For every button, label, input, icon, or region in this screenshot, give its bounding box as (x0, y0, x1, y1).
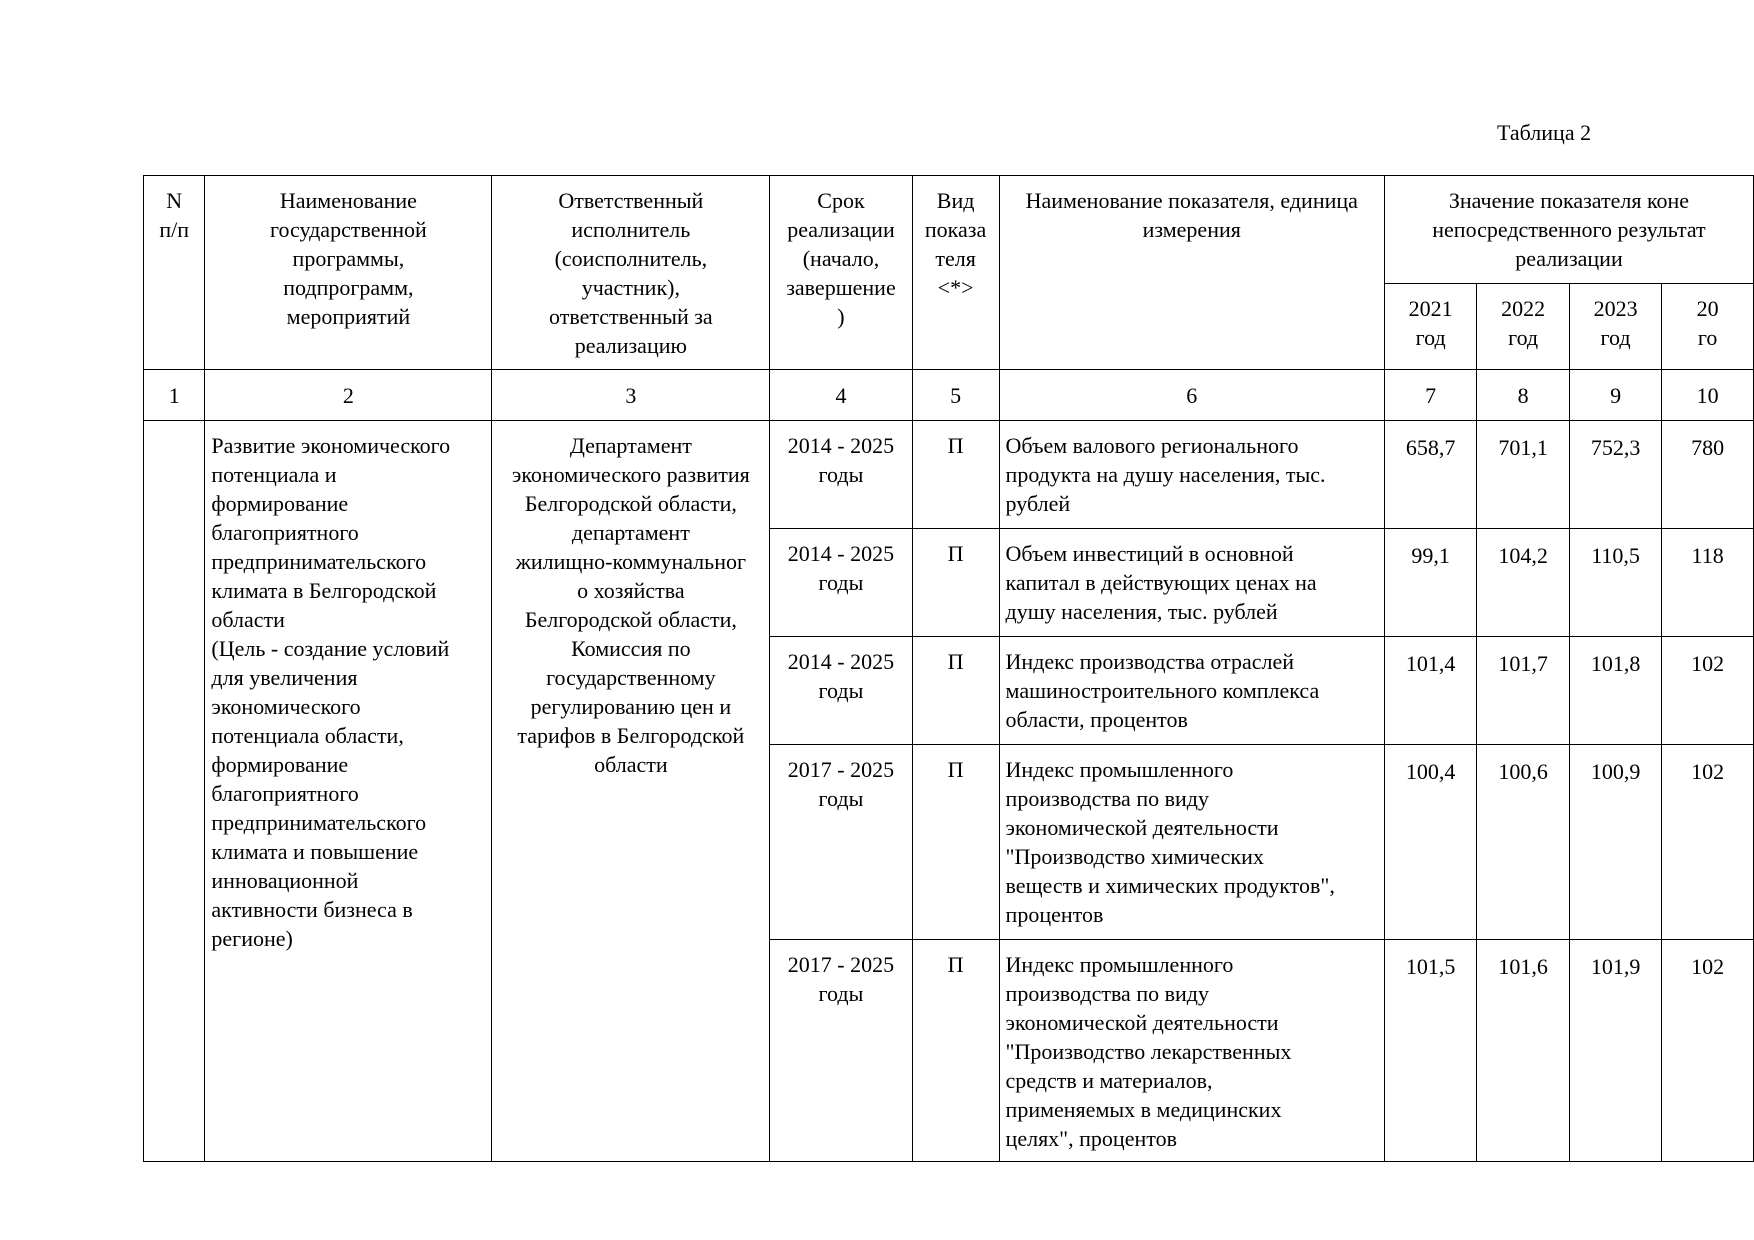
header-year: 2022 год (1477, 284, 1569, 370)
value-2021-cell: 99,1 (1384, 529, 1476, 637)
header-indicator-name: Наименование показателя, единица измерения (999, 176, 1384, 370)
column-number: 8 (1477, 370, 1569, 421)
indicator-name-cell: Объем валового регионального продукта на душу населения, тыс. рублей (999, 421, 1384, 529)
period-cell: 2017 - 2025 годы (770, 940, 912, 1162)
header-number: N п/п (144, 176, 205, 370)
header-year: 20 го (1662, 284, 1754, 370)
indicator-name-cell: Индекс промышленного производства по виду экономической деятельности "Производство лекарственных средств и материалов, применяемых в медицинских целях", процентов (999, 940, 1384, 1162)
indicator-table (143, 175, 1754, 1162)
indicator-type-cell: П (912, 637, 999, 745)
column-numbers-row (144, 370, 1754, 421)
value-2023-cell: 752,3 (1569, 421, 1661, 529)
value-2024-cell: 102 (1662, 637, 1754, 745)
table-caption: Таблица 2 (1497, 120, 1592, 145)
header-indicator-value: Значение показателя коне непосредственного результат реализации (1384, 176, 1753, 284)
column-number: 9 (1569, 370, 1661, 421)
value-2022-cell: 701,1 (1477, 421, 1569, 529)
column-number: 2 (205, 370, 492, 421)
header-year: 2021 год (1384, 284, 1476, 370)
value-2022-cell: 100,6 (1477, 745, 1569, 940)
column-number: 6 (999, 370, 1384, 421)
header-indicator-type: Вид показа теля <*> (912, 176, 999, 370)
column-number: 1 (144, 370, 205, 421)
value-2022-cell: 101,6 (1477, 940, 1569, 1162)
column-number: 10 (1662, 370, 1754, 421)
indicator-type-cell: П (912, 421, 999, 529)
table-row (144, 421, 1754, 529)
period-cell: 2014 - 2025 годы (770, 421, 912, 529)
executor-cell: Департамент экономического развития Белгородской области, департамент жилищно-коммунальног о хозяйства Белгородской области, Комиссия по государственному регулированию цен и тарифов в Белгородской области (492, 421, 770, 1162)
indicator-type-cell: П (912, 940, 999, 1162)
indicator-name-cell: Индекс промышленного производства по виду экономической деятельности "Производство химических веществ и химических продуктов", процентов (999, 745, 1384, 940)
value-2024-cell: 780 (1662, 421, 1754, 529)
indicator-name-cell: Объем инвестиций в основной капитал в действующих ценах на душу населения, тыс. рублей (999, 529, 1384, 637)
header-executor: Ответственный исполнитель (соисполнитель, участник), ответственный за реализацию (492, 176, 770, 370)
value-2024-cell: 118 (1662, 529, 1754, 637)
row-number-cell (144, 421, 205, 1162)
program-name-cell: Развитие экономического потенциала и формирование благоприятного предпринимательского климата в Белгородской области (Цель - создание условий для увеличения экономического потенциала области, формирование благоприятного предпринимательского климата и повышение инновационной активности бизнеса в регионе) (205, 421, 492, 1162)
value-2023-cell: 110,5 (1569, 529, 1661, 637)
value-2022-cell: 101,7 (1477, 637, 1569, 745)
indicator-table-wrapper (143, 175, 1754, 1162)
header-program-name: Наименование государственной программы, подпрограмм, мероприятий (205, 176, 492, 370)
value-2024-cell: 102 (1662, 745, 1754, 940)
column-number: 7 (1384, 370, 1476, 421)
value-2022-cell: 104,2 (1477, 529, 1569, 637)
column-number: 5 (912, 370, 999, 421)
header-row (144, 176, 1754, 284)
value-2023-cell: 101,9 (1569, 940, 1661, 1162)
column-number: 4 (770, 370, 912, 421)
header-period: Срок реализации (начало, завершение ) (770, 176, 912, 370)
period-cell: 2014 - 2025 годы (770, 529, 912, 637)
value-2024-cell: 102 (1662, 940, 1754, 1162)
period-cell: 2014 - 2025 годы (770, 637, 912, 745)
value-2021-cell: 100,4 (1384, 745, 1476, 940)
indicator-type-cell: П (912, 529, 999, 637)
period-cell: 2017 - 2025 годы (770, 745, 912, 940)
value-2021-cell: 658,7 (1384, 421, 1476, 529)
value-2023-cell: 100,9 (1569, 745, 1661, 940)
header-year: 2023 год (1569, 284, 1661, 370)
value-2021-cell: 101,5 (1384, 940, 1476, 1162)
column-number: 3 (492, 370, 770, 421)
indicator-name-cell: Индекс производства отраслей машиностроительного комплекса области, процентов (999, 637, 1384, 745)
value-2021-cell: 101,4 (1384, 637, 1476, 745)
indicator-type-cell: П (912, 745, 999, 940)
value-2023-cell: 101,8 (1569, 637, 1661, 745)
